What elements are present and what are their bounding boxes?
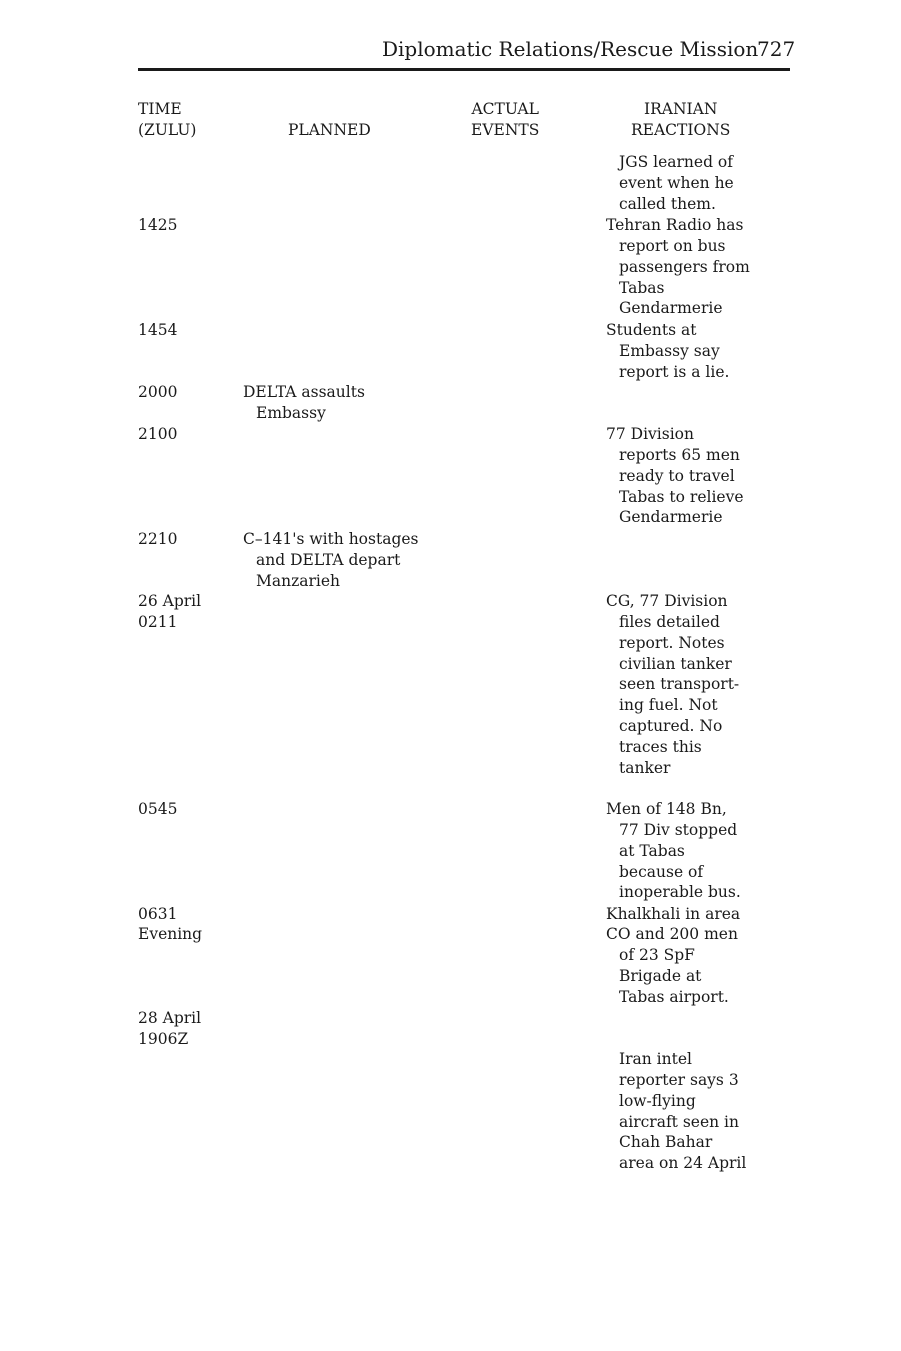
time-cell <box>138 591 201 633</box>
cell-line: reports 65 men <box>619 445 740 464</box>
cell-line: and DELTA depart <box>256 550 401 569</box>
cell-line: civilian tanker <box>619 654 732 673</box>
page-number: 727 <box>757 37 796 61</box>
cell-line: tanker <box>619 758 671 777</box>
time-line: 26 April <box>138 592 202 610</box>
cell-line: files detailed <box>619 612 720 631</box>
cell-line: 77 Division <box>606 425 694 443</box>
column-header-iranian <box>631 99 730 141</box>
planned-cell <box>243 529 419 592</box>
iranian-reaction-cell <box>606 320 729 383</box>
cell-line: Embassy say <box>619 341 720 360</box>
cell-line: CG, 77 Division <box>606 592 728 610</box>
header-rule <box>138 68 790 71</box>
cell-line: Khalkhali in area <box>606 905 741 923</box>
cell-line: ready to travel <box>619 466 735 485</box>
cell-line: report. Notes <box>619 633 725 652</box>
time-line: 2100 <box>138 425 178 443</box>
column-header-planned <box>288 120 371 141</box>
time-cell <box>138 799 177 820</box>
iranian-reaction-cell <box>606 424 744 528</box>
column-header-time <box>138 99 196 141</box>
column-header-line: ACTUAL <box>471 100 539 118</box>
cell-line: area on 24 April <box>619 1154 747 1173</box>
cell-line: Chah Bahar <box>619 1133 713 1152</box>
cell-line: event when he <box>619 173 734 192</box>
time-line: 1454 <box>138 321 178 339</box>
time-cell <box>138 424 177 445</box>
cell-line: Gendarmerie <box>619 299 723 318</box>
iranian-reaction-cell <box>606 1049 746 1174</box>
cell-line: Tabas to relieve <box>619 487 744 506</box>
time-line: 0211 <box>138 612 178 631</box>
time-line: 2210 <box>138 530 178 548</box>
cell-line: at Tabas <box>619 841 685 860</box>
cell-line: 77 Div stopped <box>619 820 738 839</box>
cell-line: Tabas <box>619 278 665 297</box>
cell-line: captured. No <box>619 717 723 736</box>
cell-line: Gendarmerie <box>619 508 723 527</box>
cell-line: Men of 148 Bn, <box>606 800 727 818</box>
column-header-actual <box>471 99 539 141</box>
column-header-line: REACTIONS <box>631 121 731 139</box>
cell-line: Tehran Radio has <box>606 216 744 234</box>
cell-line: Students at <box>606 321 697 339</box>
time-line: Evening <box>138 925 203 943</box>
cell-line: of 23 SpF <box>619 945 695 964</box>
column-header-line: IRANIAN <box>643 100 718 118</box>
cell-line: Brigade at <box>619 966 702 985</box>
iranian-reaction-cell <box>606 904 740 925</box>
cell-line: JGS learned of <box>619 153 733 171</box>
cell-line: because of <box>619 862 704 881</box>
column-header-line: (ZULU) <box>138 121 197 139</box>
iranian-reaction-cell <box>606 591 739 779</box>
cell-line: Manzarieh <box>256 571 341 590</box>
column-header-line: PLANNED <box>288 121 371 139</box>
cell-line: low-flying <box>619 1091 696 1110</box>
cell-line: report on bus <box>619 236 726 255</box>
time-line: 2000 <box>138 383 178 401</box>
time-cell <box>138 924 202 945</box>
time-cell <box>138 529 177 550</box>
time-cell <box>138 1008 201 1050</box>
time-cell <box>138 215 177 236</box>
cell-line: DELTA assaults <box>243 383 365 401</box>
cell-line: passengers from <box>619 257 750 276</box>
time-cell <box>138 904 177 925</box>
cell-line: CO and 200 men <box>606 925 738 943</box>
time-line: 0545 <box>138 800 178 818</box>
planned-cell <box>243 382 365 424</box>
iranian-reaction-cell <box>606 215 750 319</box>
cell-line: inoperable bus. <box>619 883 741 902</box>
cell-line: seen transport- <box>619 675 740 694</box>
time-line: 0631 <box>138 905 178 923</box>
iranian-reaction-cell <box>606 799 741 903</box>
cell-line: traces this <box>619 737 702 756</box>
cell-line: reporter says 3 <box>619 1070 739 1089</box>
time-line: 1906Z <box>138 1029 189 1048</box>
running-title: Diplomatic Relations/Rescue Mission <box>382 37 759 61</box>
column-header-line: TIME <box>138 100 182 118</box>
time-line: 1425 <box>138 216 178 234</box>
iranian-reaction-cell <box>606 924 738 1007</box>
cell-line: called them. <box>619 194 716 213</box>
cell-line: Iran intel <box>619 1050 692 1068</box>
time-cell <box>138 382 177 403</box>
iranian-reaction-cell <box>606 152 734 215</box>
cell-line: ing fuel. Not <box>619 696 718 715</box>
cell-line: Tabas airport. <box>619 987 729 1006</box>
time-line: 28 April <box>138 1009 202 1027</box>
column-header-line: EVENTS <box>471 121 540 139</box>
time-cell <box>138 320 177 341</box>
cell-line: Embassy <box>256 403 326 422</box>
cell-line: report is a lie. <box>619 362 730 381</box>
cell-line: aircraft seen in <box>619 1112 739 1131</box>
cell-line: C–141's with hostages <box>243 530 419 548</box>
